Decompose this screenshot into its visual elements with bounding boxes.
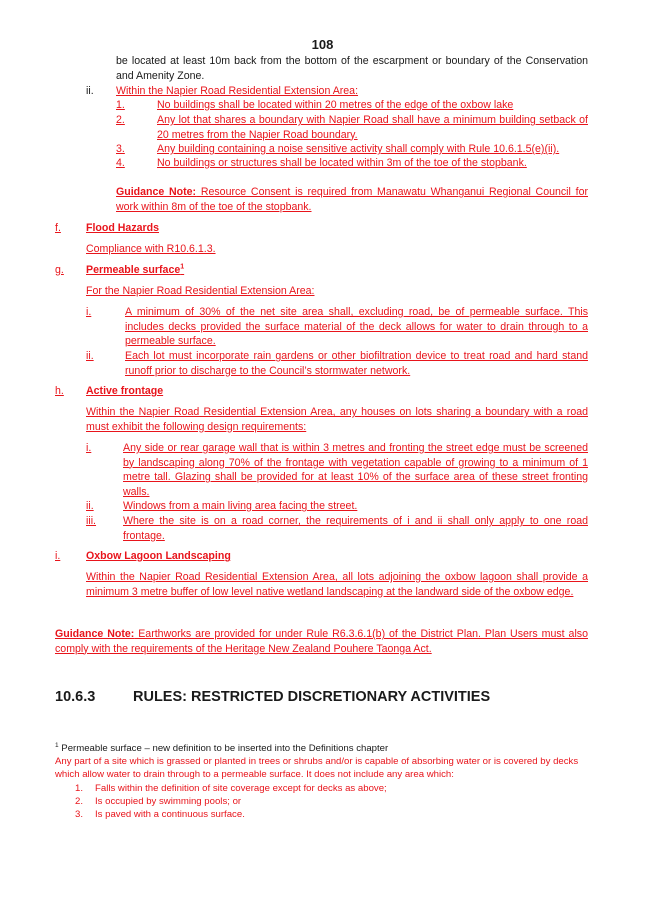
guidance-text: Resource Consent is required from Manawatu Whanganui Regional Council for work within 8m of the toe of the stopbank. [116, 186, 588, 213]
footnote-definition: Any part of a site which is grassed or planted in trees or shrubs and/or is capable of absorbing water or is covered by decks which allow water to drain through to a permeable surface. It does not include any area which: [55, 756, 579, 780]
item-marker: iii. [86, 515, 97, 527]
footnote-reference: 1 [180, 263, 185, 271]
clause-marker-h: h. [55, 385, 64, 397]
flood-hazards-text: Compliance with R10.6.1.3. [86, 243, 216, 255]
section-number: 10.6.3 [55, 689, 96, 705]
footnote-item-number: 3. [75, 809, 84, 820]
footnote-title [55, 742, 595, 755]
active-item-text: Windows from a main living area facing the street. [123, 500, 358, 512]
rule-text: Any lot that shares a boundary with Napier Road shall have a minimum building setback of 20 metres from the Napier Road boundary. [157, 114, 588, 141]
footnote-item-number: 1. [75, 783, 84, 794]
section-title: RULES: RESTRICTED DISCRETIONARY ACTIVITIES [133, 689, 491, 705]
flood-hazards-heading: Flood Hazards [86, 222, 159, 234]
active-item-text: Any side or rear garage wall that is within 3 metres and fronting the street edge must be screened by landscaping along 70% of the frontage with vegetation capable of growing to a minimum of 1 metre tall. Glazing shall be provided for at least 10% of the surface area of these street fronting walls. [123, 442, 588, 498]
item-marker: ii. [86, 500, 94, 512]
permeable-item-text: Each lot must incorporate rain gardens or other biofiltration device to treat road and hard stand runoff prior to discharge to the Council’s stormwater network. [125, 350, 588, 377]
active-item-text: Where the site is on a road corner, the requirements of i and ii shall only apply to one road frontage. [123, 515, 588, 542]
rule-number: 2. [116, 114, 125, 126]
footnote-item-text: Is paved with a continuous surface. [95, 809, 245, 820]
rule-number: 3. [116, 143, 125, 155]
permeable-item-text: A minimum of 30% of the net site area shall, excluding road, be of permeable surface. This includes decks provided the surface material of the deck allows for water to drain through to a permeable surface. [125, 306, 588, 347]
item-marker: ii. [86, 350, 94, 362]
guidance-label: Guidance Note: [116, 186, 197, 198]
guidance-label: Guidance Note: [55, 628, 135, 640]
clause-marker-i: i. [55, 550, 61, 562]
intro-paragraph: be located at least 10m back from the bottom of the escarpment or boundary of the Conservation and Amenity Zone. [116, 55, 588, 82]
item-marker: i. [86, 306, 92, 318]
clause-marker-ii: ii. [86, 85, 94, 97]
rule-number: 4. [116, 157, 125, 169]
oxbow-lagoon-heading: Oxbow Lagoon Landscaping [86, 550, 231, 562]
rule-text: No buildings or structures shall be located within 3m of the toe of the stopbank. [157, 157, 527, 169]
rule-number: 1. [116, 99, 125, 111]
guidance-text: Earthworks are provided for under Rule R6.3.6.1(b) of the District Plan. Plan Users must also comply with the requirements of the Heritage New Zealand Pouhere Taonga Act. [55, 628, 588, 655]
footnote-item-text: Is occupied by swimming pools; or [95, 796, 242, 807]
oxbow-lagoon-text: Within the Napier Road Residential Extension Area, all lots adjoining the oxbow lagoon shall provide a minimum 3 metre buffer of low level native wetland landscaping at the landward side of the oxbow edge. [86, 571, 588, 598]
item-marker: i. [86, 442, 92, 454]
permeable-surface-heading [86, 263, 184, 278]
stopbank-guidance-note [116, 185, 588, 214]
page-number: 108 [311, 37, 334, 52]
napier-extension-heading: Within the Napier Road Residential Extension Area: [116, 85, 359, 97]
permeable-intro: For the Napier Road Residential Extension Area: [86, 285, 315, 297]
permeable-title: Permeable surface [86, 264, 181, 276]
active-frontage-heading: Active frontage [86, 385, 164, 397]
earthworks-guidance-note [55, 627, 588, 656]
clause-marker-f: f. [55, 222, 61, 234]
footnote-marker: 1 [55, 741, 59, 749]
active-frontage-intro: Within the Napier Road Residential Extension Area, any houses on lots sharing a boundary with a road must exhibit the following design requirements: [86, 406, 588, 433]
footnote-item-text: Falls within the definition of site coverage except for decks as above; [95, 783, 387, 794]
footnote-item-number: 2. [75, 796, 84, 807]
clause-marker-g: g. [55, 264, 64, 276]
footnote-title-text: Permeable surface – new definition to be inserted into the Definitions chapter [58, 743, 389, 754]
rule-text: Any building containing a noise sensitive activity shall comply with Rule 10.6.1.5(e)(ii). [157, 143, 560, 155]
rule-text: No buildings shall be located within 20 metres of the edge of the oxbow lake [157, 99, 514, 111]
